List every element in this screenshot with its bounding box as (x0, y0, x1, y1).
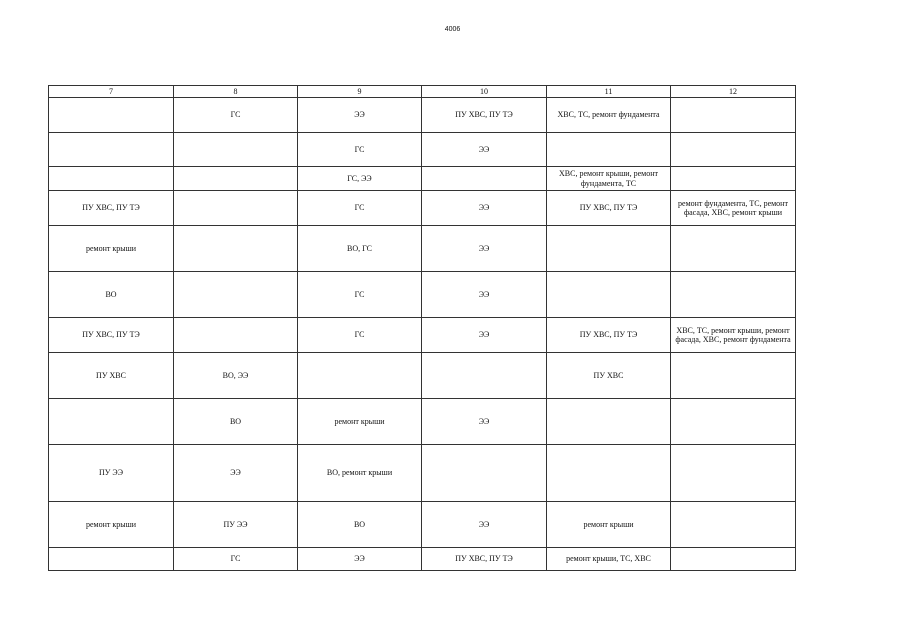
table-row (49, 98, 796, 133)
table-cell (547, 445, 671, 502)
page-number: 4006 (444, 26, 461, 33)
table-cell: ВО (49, 272, 174, 318)
table-cell: ГС (298, 191, 422, 226)
table-row (49, 399, 796, 445)
table-cell (174, 133, 298, 167)
column-header: 9 (298, 86, 422, 98)
table-cell (547, 133, 671, 167)
table-cell: ремонт крыши (49, 226, 174, 272)
table-cell: ЭЭ (298, 98, 422, 133)
table-cell: ВО (298, 502, 422, 548)
table-cell (671, 167, 796, 191)
column-header: 8 (174, 86, 298, 98)
table-cell (422, 353, 547, 399)
table-row (49, 318, 796, 353)
table-cell: ВО, ремонт крыши (298, 445, 422, 502)
table-cell: ЭЭ (422, 191, 547, 226)
table-cell: ремонт крыши (49, 502, 174, 548)
table-cell: ЭЭ (422, 318, 547, 353)
table-cell: ХВС, ТС, ремонт крыши, ремонт фасада, ХВС, ремонт фундамента (671, 318, 796, 353)
table-cell: ГС (174, 548, 298, 571)
table-cell: ПУ ХВС (49, 353, 174, 399)
table-header-row (49, 86, 796, 98)
table-cell: ГС (174, 98, 298, 133)
table-row (49, 167, 796, 191)
table-cell: ГС (298, 272, 422, 318)
column-header: 12 (671, 86, 796, 98)
table-cell (671, 353, 796, 399)
table-row (49, 502, 796, 548)
table-cell (49, 98, 174, 133)
table-cell: ПУ ХВС, ПУ ТЭ (422, 548, 547, 571)
table-cell (671, 548, 796, 571)
table-cell: ЭЭ (422, 272, 547, 318)
table-row (49, 548, 796, 571)
table-cell: ПУ ХВС, ПУ ТЭ (547, 191, 671, 226)
table-cell (49, 548, 174, 571)
table-cell: ЭЭ (422, 133, 547, 167)
table-cell (174, 226, 298, 272)
table-row (49, 445, 796, 502)
table-cell (174, 318, 298, 353)
table-cell (671, 133, 796, 167)
table-row (49, 353, 796, 399)
table-cell (671, 272, 796, 318)
table-row (49, 191, 796, 226)
table-cell (671, 226, 796, 272)
table-cell (174, 167, 298, 191)
table-cell: ГС (298, 318, 422, 353)
column-header: 7 (49, 86, 174, 98)
table-cell: ВО, ЭЭ (174, 353, 298, 399)
table-cell: ВО, ГС (298, 226, 422, 272)
table-cell (547, 272, 671, 318)
table-cell (671, 502, 796, 548)
table-cell: ЭЭ (174, 445, 298, 502)
table-cell (422, 445, 547, 502)
table-cell: ГС, ЭЭ (298, 167, 422, 191)
table-cell (547, 399, 671, 445)
table-cell: ПУ ХВС, ПУ ТЭ (49, 318, 174, 353)
column-header: 10 (422, 86, 547, 98)
table-cell: ВО (174, 399, 298, 445)
table-cell: ЭЭ (422, 502, 547, 548)
table-cell: ЭЭ (422, 399, 547, 445)
table-cell (298, 353, 422, 399)
table-cell (49, 399, 174, 445)
column-header: 11 (547, 86, 671, 98)
table-cell (49, 133, 174, 167)
table-cell: ПУ ХВС, ПУ ТЭ (547, 318, 671, 353)
table-cell (422, 167, 547, 191)
table-cell: ПУ ХВС, ПУ ТЭ (422, 98, 547, 133)
table-cell: ремонт крыши (547, 502, 671, 548)
table-cell: ремонт крыши, ТС, ХВС (547, 548, 671, 571)
table-cell: ПУ ХВС (547, 353, 671, 399)
table-cell: ХВС, ремонт крыши, ремонт фундамента, ТС (547, 167, 671, 191)
table-cell: ремонт фундамента, ТС, ремонт фасада, ХВС, ремонт крыши (671, 191, 796, 226)
table-cell (174, 272, 298, 318)
table-cell: ГС (298, 133, 422, 167)
table-row (49, 272, 796, 318)
table-cell (671, 98, 796, 133)
table-cell (547, 226, 671, 272)
data-table (48, 85, 796, 571)
table-cell (49, 167, 174, 191)
table-cell: ПУ ХВС, ПУ ТЭ (49, 191, 174, 226)
table-cell: ЭЭ (422, 226, 547, 272)
table-row (49, 226, 796, 272)
table-cell: ПУ ЭЭ (49, 445, 174, 502)
table-cell (671, 399, 796, 445)
table-cell (174, 191, 298, 226)
table-cell: ПУ ЭЭ (174, 502, 298, 548)
table-cell (671, 445, 796, 502)
table-cell: ЭЭ (298, 548, 422, 571)
table-cell: ремонт крыши (298, 399, 422, 445)
table-row (49, 133, 796, 167)
table-cell: ХВС, ТС, ремонт фундамента (547, 98, 671, 133)
